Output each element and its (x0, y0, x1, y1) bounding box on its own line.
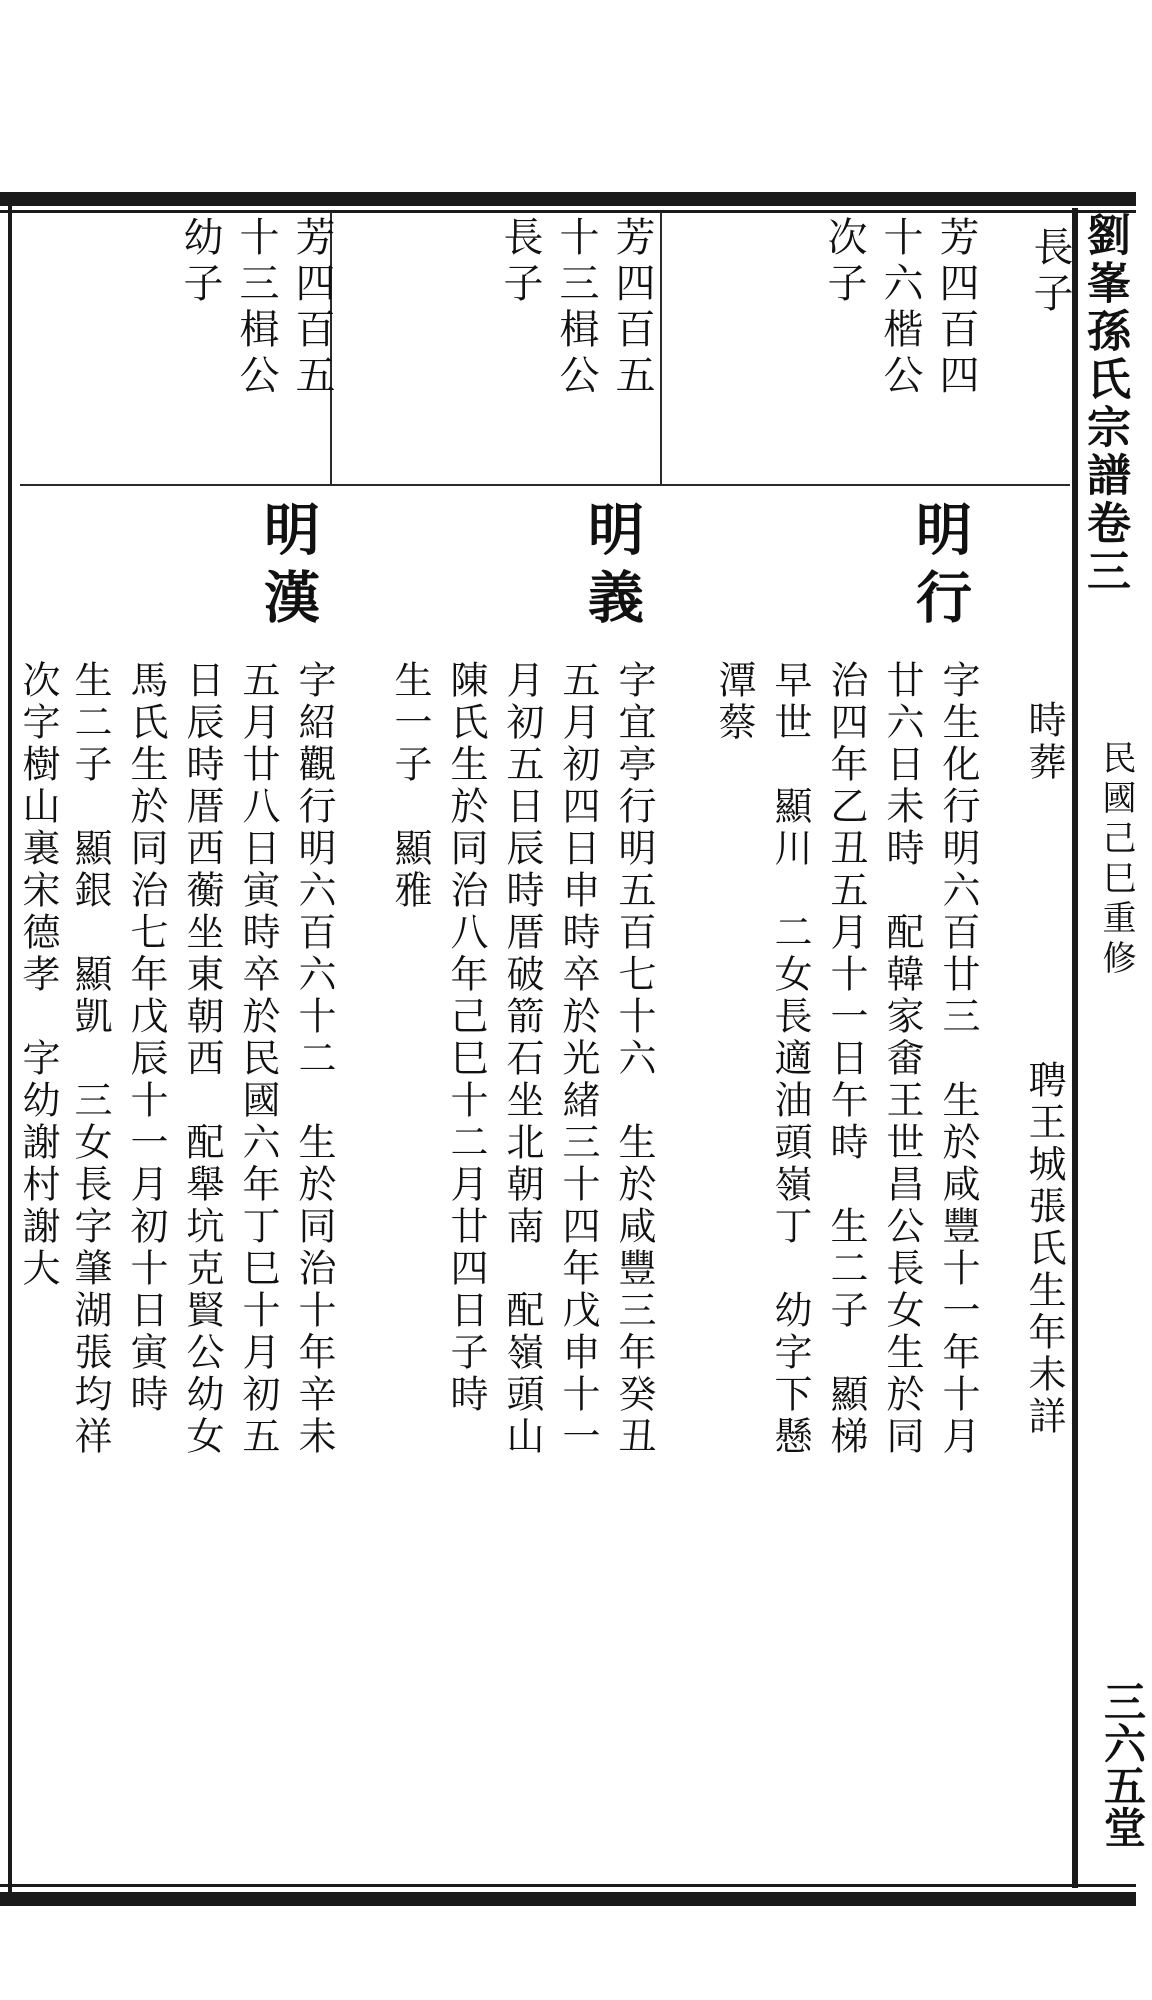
spine-title: 劉峯孫氏宗譜卷三 (1079, 212, 1130, 596)
bottom-border (0, 1892, 1136, 1906)
entry-3-bio-line: 字紹觀行明六百六十二 生於同治十年辛未 (292, 660, 336, 1458)
entry-2-gen-line: 芳四百五 (609, 216, 655, 400)
entry-1-bio-line: 早世 顯川 二女長適油頭嶺丁 幼字下懸 (768, 660, 812, 1458)
entry-1-name: 明行 (907, 500, 973, 636)
entry-3-bio-line: 五月廿八日寅時卒於民國六年丁巳十月初五 (236, 660, 280, 1458)
folio-number: 三六五堂 (1098, 1680, 1147, 1848)
entry-1-bio-line: 治四年乙丑五月十一日午時 生二子 顯梯 (824, 660, 868, 1458)
entry-0-relation: 長子 (1027, 226, 1073, 318)
entry-1-gen-line: 芳四百四 (933, 216, 979, 400)
entry-0-bio-line: 時葬 (1022, 700, 1066, 784)
entry-0-bio-line: 聘王城張氏生年未詳 (1022, 1060, 1066, 1438)
entry-1-gen-line: 十六楷公 (877, 216, 923, 400)
entry-1-gen-line: 次子 (821, 216, 867, 308)
entry-2-bio-line: 字宜亭行明五百七十六 生於咸豐三年癸丑 (612, 660, 656, 1458)
entry-2-bio-line: 月初五日辰時厝破箭石坐北朝南 配嶺頭山 (500, 660, 544, 1458)
entry-2-bio-line: 陳氏生於同治八年己巳十二月廿四日子時 (444, 660, 488, 1416)
entry-1-bio-line: 廿六日未時 配韓家畬王世昌公長女生於同 (880, 660, 924, 1458)
entry-3-gen-line: 幼子 (177, 216, 223, 308)
bottom-border-inner (0, 1884, 1136, 1887)
entry-2-bio-line: 生一子 顯雅 (388, 660, 432, 912)
entry-2-bio-line: 五月初四日申時卒於光緒三十四年戊申十一 (556, 660, 600, 1458)
entry-3-bio-line: 日辰時厝西蘅坐東朝西 配舉坑克賢公幼女 (180, 660, 224, 1458)
top-border-inner (0, 210, 1136, 213)
column-divider (660, 212, 662, 484)
entry-2-gen-line: 十三楫公 (553, 216, 599, 400)
entry-2-name: 明義 (579, 500, 645, 636)
edition-note: 民國己巳重修 (1096, 740, 1136, 980)
entry-3-name: 明漢 (255, 500, 321, 636)
entry-1-bio-line: 潭蔡 (712, 660, 756, 744)
entry-3-bio-line: 生二子 顯銀 顯凱 三女長字肇湖張均祥 (68, 660, 112, 1458)
entry-3-gen-line: 芳四百五 (289, 216, 335, 400)
entry-3-bio-line: 次字樹山裏宋德孝 字幼謝村謝大 (16, 660, 60, 1290)
entry-3-bio-line: 馬氏生於同治七年戊辰十一月初十日寅時 (124, 660, 168, 1416)
entry-2-gen-line: 長子 (497, 216, 543, 308)
header-divider (20, 484, 1070, 486)
top-border (0, 192, 1136, 206)
entry-1-bio-line: 字生化行明六百廿三 生於咸豐十一年十月 (936, 660, 980, 1458)
entry-3-gen-line: 十三楫公 (233, 216, 279, 400)
